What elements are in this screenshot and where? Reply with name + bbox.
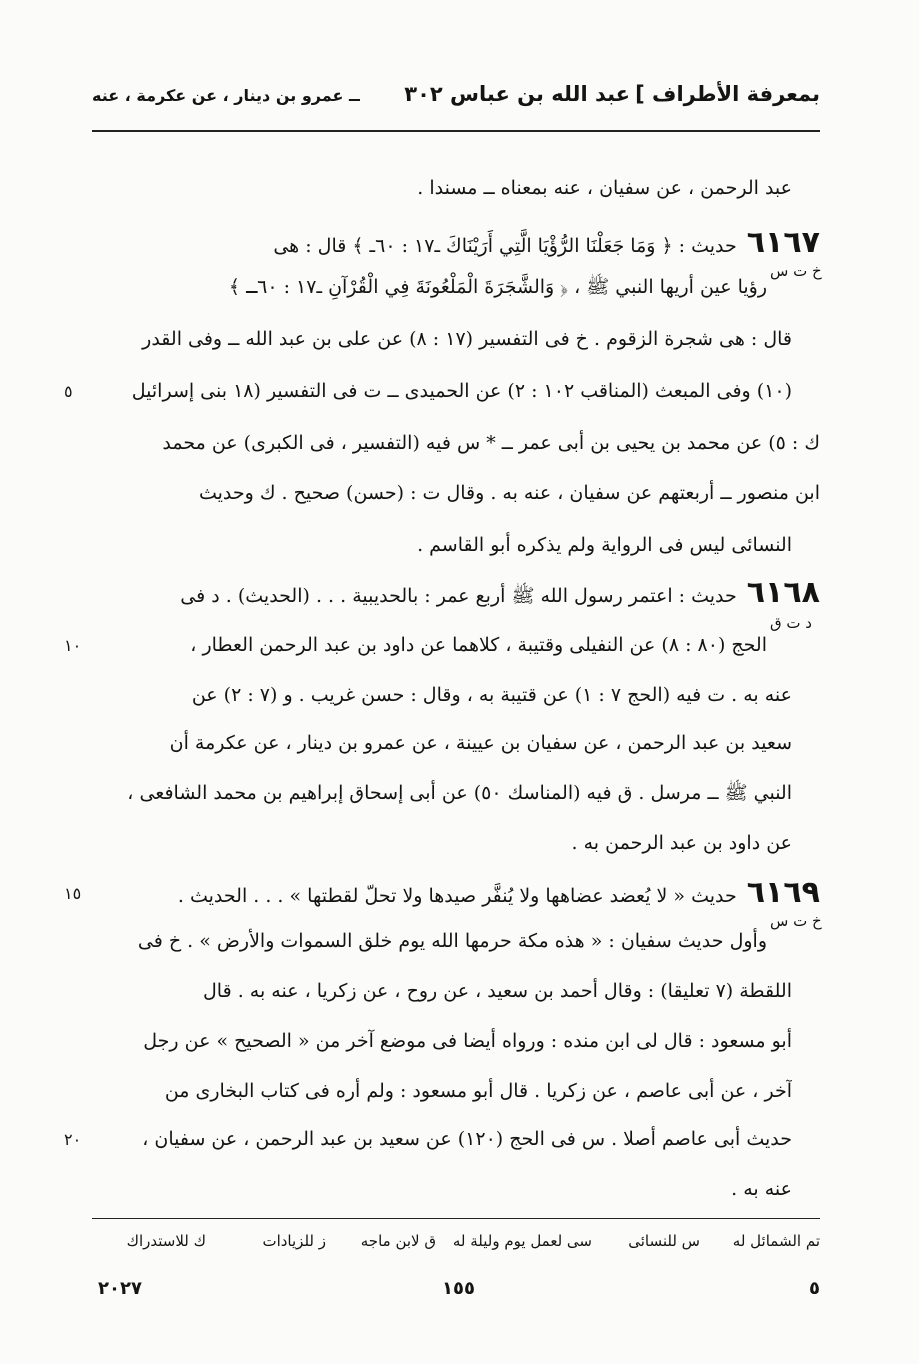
entry-sigla: خ ت س [770,912,822,930]
header-center: عبد الله بن عباس ٣٠٢ [404,82,630,106]
text-line: عنه به . ت فيه (الحج ٧ : ١) عن قتيبة به ، وقال : حسن غريب . و (٧ : ٢) عن [191,684,792,706]
running-header [92,82,820,132]
text-line: عنه به . [731,1178,792,1200]
footer-item: سى لعمل يوم وليلة له [452,1232,592,1250]
text-line: حديث أبى عاصم أصلا . س فى الحج (١٢٠) عن سعيد بن عبد الرحمن ، عن سفيان ، [142,1128,792,1150]
text-line: عبد الرحمن ، عن سفيان ، عنه بمعناه ــ مسندا . [417,177,792,199]
footer-item: ق لابن ماجه [360,1232,436,1250]
volume-number: ٢٠٢٧ [98,1278,142,1299]
text-line: ابن منصور ــ أربعتهم عن سفيان ، عنه به . وقال ت : (حسن) صحيح . ك وحديث [198,482,820,504]
text-line: حديث « لا يُعضد عضاهها ولا يُنفَّر صيدها ولا تحلّ لقطتها » . . . الحديث . [177,885,737,907]
text-line: سعيد بن عبد الرحمن ، عن سفيان بن عيينة ، عن عمرو بن دينار ، عن عكرمة أن [169,732,792,754]
text-line: (١٠) وفى المبعث (المناقب ١٠٢ : ٢) عن الحميدى ــ ت فى التفسير (١٨ بنى إسرائيل [131,380,792,402]
abbreviation-key [92,1232,820,1262]
entry-number: ٦١٦٩ [746,875,820,910]
footer-item: ز للزيادات [262,1232,326,1250]
text-line: النبي ﷺ ــ مرسل . ق فيه (المناسك ٥٠) عن أبى إسحاق إبراهيم بن محمد الشافعى ، [127,782,792,804]
line-number: ٥ [64,382,73,401]
line-number: ١٠ [64,636,82,655]
page-number-row [92,1278,820,1308]
line-number: ١٥ [64,884,82,903]
header-rule [92,130,820,132]
footer-item: تم الشمائل له [732,1232,820,1250]
footer-item: س للنسائى [628,1232,700,1250]
page-number: ١٥٥ [442,1278,475,1299]
text-line: رؤيا عين أريها النبي ﷺ ، ﴿ وَالشَّجَرَةَ الْمَلْعُونَةَ فِي الْقُرْآنِ ـ١٧ : ٦٠ـ ﴾ [228,276,767,298]
text-line: عن داود بن عبد الرحمن به . [571,832,792,854]
entry-number: ٦١٦٨ [746,575,820,610]
footer-rule [92,1218,820,1219]
footer-item: ك للاستدراك [126,1232,206,1250]
entry-number: ٦١٦٧ [746,225,820,260]
entry-6167-line [92,220,820,266]
line-number: ٢٠ [64,1130,82,1149]
entry-6168-line [92,570,820,616]
text-line: النسائى ليس فى الرواية ولم يذكره أبو القاسم . [417,534,792,556]
section-number: ٥ [809,1278,820,1299]
text-line: حديث : ﴿ وَمَا جَعَلْنَا الرُّؤْيَا الَّتِي أَرَيْنَاكَ ـ١٧ : ٦٠ـ ﴾ قال : هى [273,235,737,257]
text-line: اللقطة (٧ تعليقا) : وقال أحمد بن سعيد ، عن روح ، عن زكريا ، عنه به . قال [202,980,792,1002]
text-line: الحج (٨٠ : ٨) عن النفيلى وقتيبة ، كلاهما عن داود بن عبد الرحمن العطار ، [190,634,767,656]
entry-6169-line [92,870,820,916]
text-line: آخر ، عن أبى عاصم ، عن زكريا . قال أبو مسعود : ولم أره فى كتاب البخارى من [164,1080,792,1102]
text-line: حديث : اعتمر رسول الله ﷺ أربع عمر : بالحديبية . . . (الحديث) . د فى [180,585,737,607]
entry-sigla: د ت ق [770,614,812,632]
header-right: بمعرفة الأطراف ] [635,82,820,106]
text-line: أبو مسعود : قال لى ابن منده : ورواه أيضا فى موضع آخر من « الصحيح » عن رجل [143,1030,792,1052]
entry-sigla: خ ت س [770,262,822,280]
text-line: ك : ٥) عن محمد بن يحيى بن أبى عمر ــ * س فيه (التفسير ، فى الكبرى) عن محمد [162,432,820,454]
text-line: قال : هى شجرة الزقوم . خ فى التفسير (١٧ : ٨) عن على بن عبد الله ــ وفى القدر [142,328,792,350]
header-left: ــ عمرو بن دينار ، عن عكرمة ، عنه [92,86,360,105]
text-line: وأول حديث سفيان : « هذه مكة حرمها الله يوم خلق السموات والأرض » . خ فى [137,930,767,952]
